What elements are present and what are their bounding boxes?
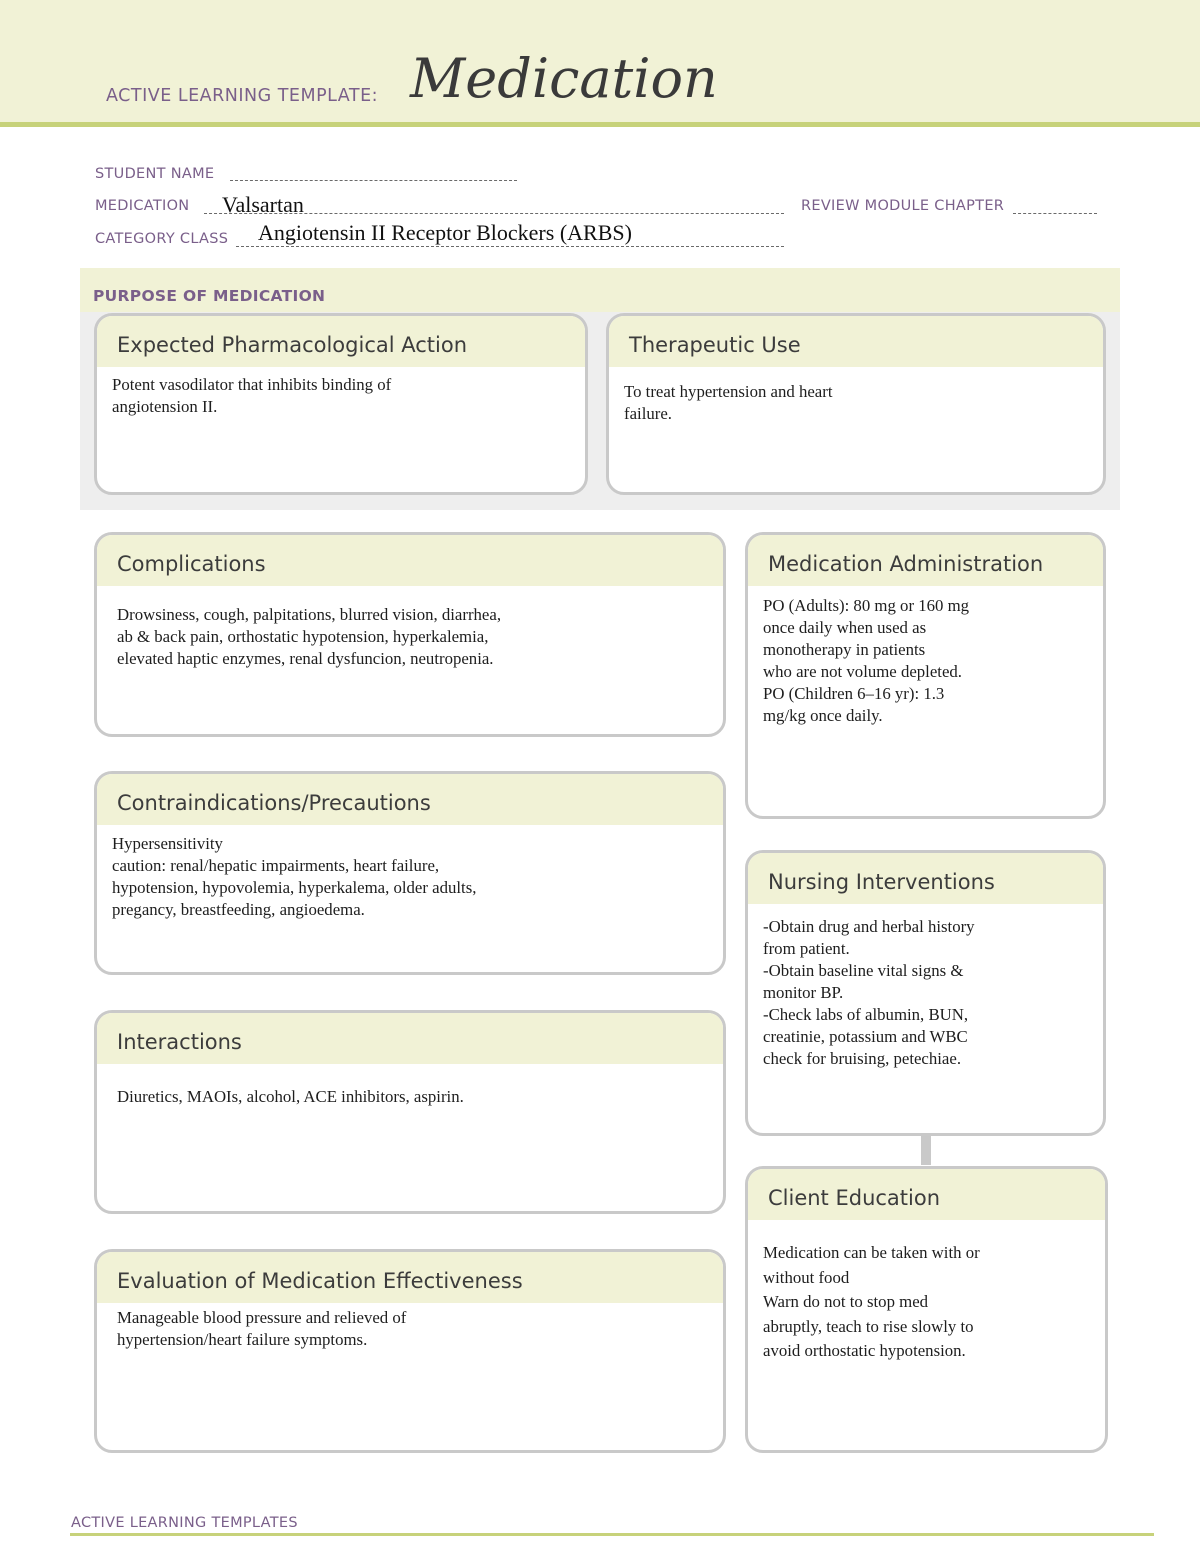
interactions-box [94, 1010, 726, 1214]
review-module-field[interactable] [1013, 213, 1097, 214]
header-kicker: ACTIVE LEARNING TEMPLATE: [106, 86, 379, 106]
review-module-label: REVIEW MODULE CHAPTER [801, 198, 1005, 214]
student-name-label: STUDENT NAME [95, 166, 215, 182]
complications-title: Complications [97, 535, 723, 586]
interactions-text[interactable]: Diuretics, MAOIs, alcohol, ACE inhibitors, aspirin. [117, 1087, 464, 1106]
purpose-label: PURPOSE OF MEDICATION [93, 287, 326, 305]
category-class-label: CATEGORY CLASS [95, 231, 229, 247]
client-education-box [745, 1166, 1108, 1453]
expected-action-text[interactable]: Potent vasodilator that inhibits binding of angiotension II. [112, 375, 392, 416]
page-title: Medication [410, 47, 718, 110]
medication-label: MEDICATION [95, 198, 190, 214]
contraindications-text[interactable]: Hypersensitivity caution: renal/hepatic impairments, heart failure, hypotension, hypovolemia, hyperkalema, older adults, pregancy, breastfeeding, angioedema. [112, 834, 477, 919]
evaluation-text[interactable]: Manageable blood pressure and relieved of hypertension/heart failure symptoms. [117, 1308, 407, 1349]
column-connector [921, 1135, 931, 1165]
nursing-interventions-title: Nursing Interventions [748, 853, 1103, 904]
category-class-field[interactable] [236, 246, 784, 247]
footer-label: ACTIVE LEARNING TEMPLATES [71, 1515, 298, 1531]
medication-administration-text[interactable]: PO (Adults): 80 mg or 160 mg once daily when used as monotherapy in patients who are not volume depleted. PO (Children 6–16 yr): 1.3 mg/kg once daily. [763, 596, 970, 725]
contraindications-box [94, 771, 726, 975]
interactions-title: Interactions [97, 1013, 723, 1064]
client-education-title: Client Education [748, 1169, 1105, 1220]
complications-box [94, 532, 726, 737]
therapeutic-use-text[interactable]: To treat hypertension and heart failure. [624, 382, 833, 423]
footer-divider [70, 1533, 1154, 1536]
student-name-field[interactable] [230, 180, 517, 181]
medication-administration-box [745, 532, 1106, 819]
client-education-text[interactable]: Medication can be taken with or without food Warn do not to stop med abruptly, teach to rise slowly to avoid orthostatic hypotension. [763, 1243, 980, 1360]
therapeutic-use-box [606, 313, 1106, 495]
expected-action-title: Expected Pharmacological Action [97, 316, 585, 367]
medication-value: Valsartan [222, 192, 304, 217]
therapeutic-use-title: Therapeutic Use [609, 316, 1103, 367]
complications-text[interactable]: Drowsiness, cough, palpitations, blurred vision, diarrhea, ab & back pain, orthostatic hypotension, hyperkalemia, elevated haptic enzymes, renal dysfuncion, neutropenia. [117, 605, 502, 668]
medication-administration-title: Medication Administration [748, 535, 1103, 586]
nursing-interventions-text[interactable]: -Obtain drug and herbal history from patient. -Obtain baseline vital signs & monitor BP. -Check labs of albumin, BUN, creatinie, potassium and WBC check for bruising, petechiae. [763, 917, 975, 1068]
evaluation-box [94, 1249, 726, 1453]
evaluation-title: Evaluation of Medication Effectiveness [97, 1252, 723, 1303]
category-class-value: Angiotensin II Receptor Blockers (ARBS) [258, 220, 632, 245]
header-divider [0, 122, 1200, 127]
nursing-interventions-box [745, 850, 1106, 1136]
contraindications-title: Contraindications/Precautions [97, 774, 723, 825]
expected-action-box [94, 313, 588, 495]
